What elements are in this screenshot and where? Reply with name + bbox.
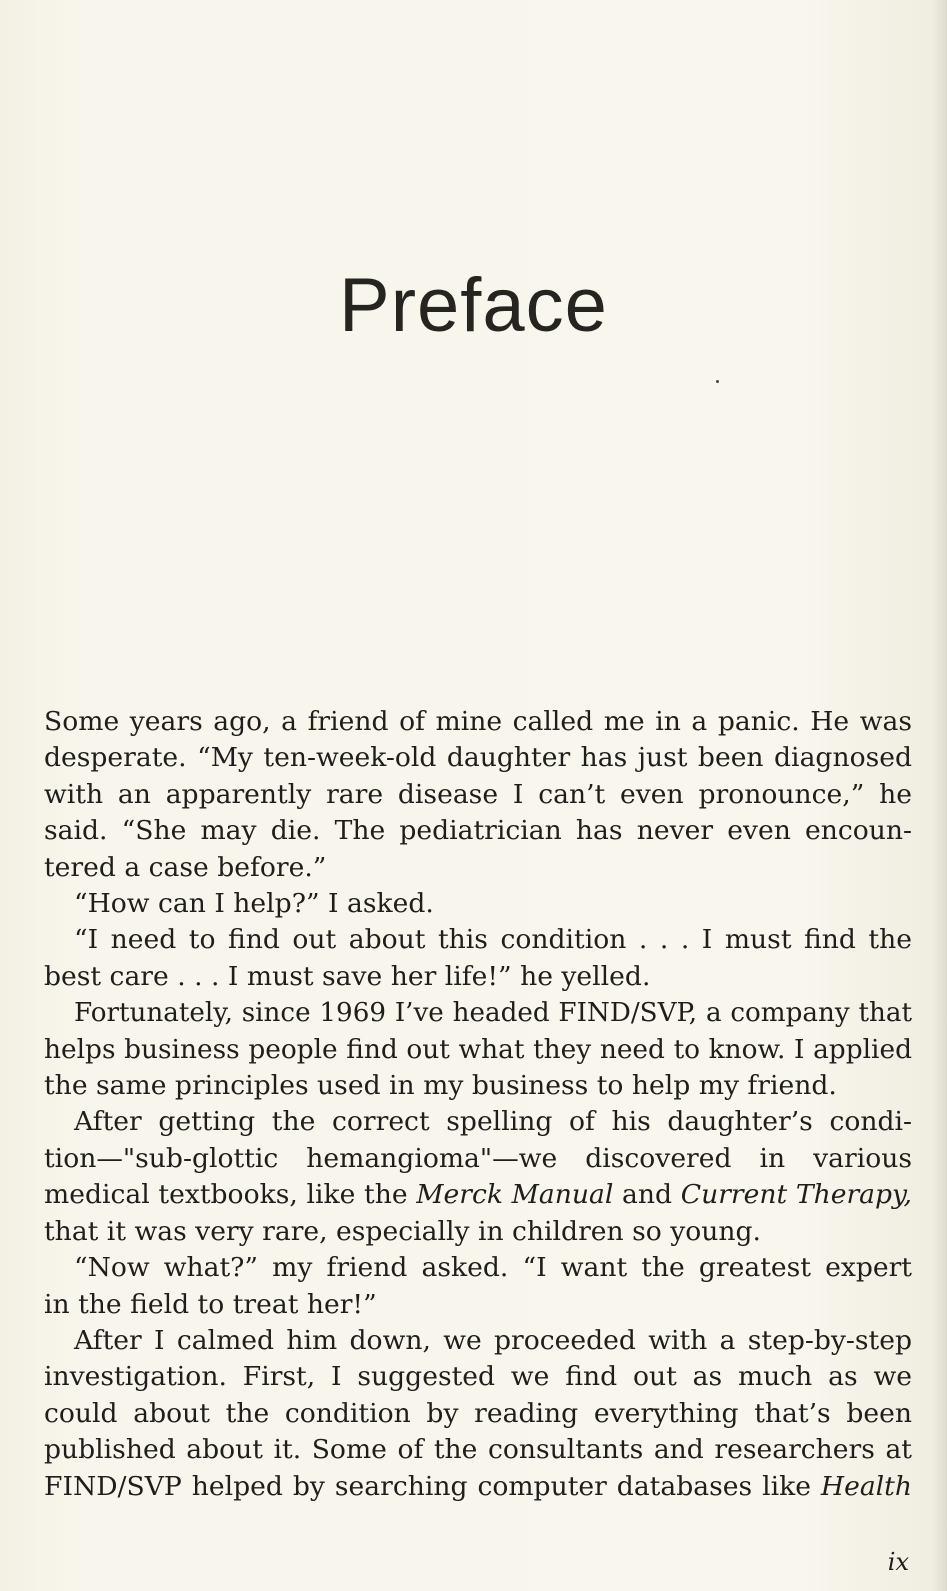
page-title: Preface bbox=[339, 263, 608, 348]
italic-title: Merck Manual bbox=[416, 1179, 614, 1211]
paragraph bbox=[44, 886, 912, 922]
text-line-mixed bbox=[44, 1469, 912, 1505]
paragraph bbox=[44, 922, 912, 995]
italic-title: Current Therapy, bbox=[680, 1179, 912, 1211]
text-line: After I calmed him down, we proceeded with a step-by-step bbox=[74, 1324, 912, 1356]
text-line: could about the condition by reading everything that’s been bbox=[44, 1397, 912, 1429]
text-line: After getting the correct spelling of his daughter’s condi- bbox=[74, 1106, 912, 1138]
paragraph bbox=[44, 995, 912, 1104]
text-line: published about it. Some of the consultants and researchers at bbox=[44, 1434, 912, 1466]
text-line: tered a case before.” bbox=[44, 851, 327, 883]
paragraph bbox=[44, 1104, 912, 1250]
text-line-mixed bbox=[44, 1177, 912, 1213]
text-run: medical textbooks, like the bbox=[44, 1179, 417, 1211]
text-line: investigation. First, I suggested we find out as much as we bbox=[44, 1361, 912, 1393]
text-line: “How can I help?” I asked. bbox=[74, 888, 434, 920]
paragraph bbox=[44, 704, 912, 886]
text-line: Fortunately, since 1969 I’ve headed FIND/SVP, a company that bbox=[74, 998, 912, 1029]
text-line: helps business people find out what they need to know. I applied bbox=[44, 1033, 912, 1065]
text-line: desperate. “My ten-week-old daughter has just been diagnosed bbox=[44, 742, 912, 774]
text-line: best care . . . I must save her life!” he yelled. bbox=[44, 960, 651, 992]
text-line: the same principles used in my business to help my friend. bbox=[44, 1070, 837, 1102]
text-line: with an apparently rare disease I can’t even pronounce,” he bbox=[44, 778, 912, 810]
text-line: “I need to find out about this condition . . . I must find the bbox=[74, 924, 912, 956]
page-edge-shadow bbox=[933, 0, 947, 1591]
paragraph bbox=[44, 1323, 912, 1505]
page-number: ix bbox=[887, 1548, 909, 1576]
text-line: “Now what?” my friend asked. “I want the greatest expert bbox=[74, 1252, 912, 1284]
text-run: FIND/SVP helped by searching computer databases like bbox=[44, 1470, 821, 1502]
text-line: that it was very rare, especially in children so young. bbox=[44, 1215, 761, 1247]
italic-title: Health bbox=[820, 1470, 912, 1502]
text-line: tion—"sub-glottic hemangioma"—we discovered in various bbox=[44, 1142, 912, 1174]
print-speck bbox=[716, 380, 719, 383]
text-line: Some years ago, a friend of mine called me in a panic. He was bbox=[44, 706, 912, 737]
text-line: in the field to treat her!” bbox=[44, 1288, 377, 1320]
paragraph bbox=[44, 1250, 912, 1323]
text-run: and bbox=[613, 1179, 681, 1211]
preface-body bbox=[44, 704, 912, 1505]
text-line: said. “She may die. The pediatrician has never even encoun- bbox=[44, 815, 912, 847]
